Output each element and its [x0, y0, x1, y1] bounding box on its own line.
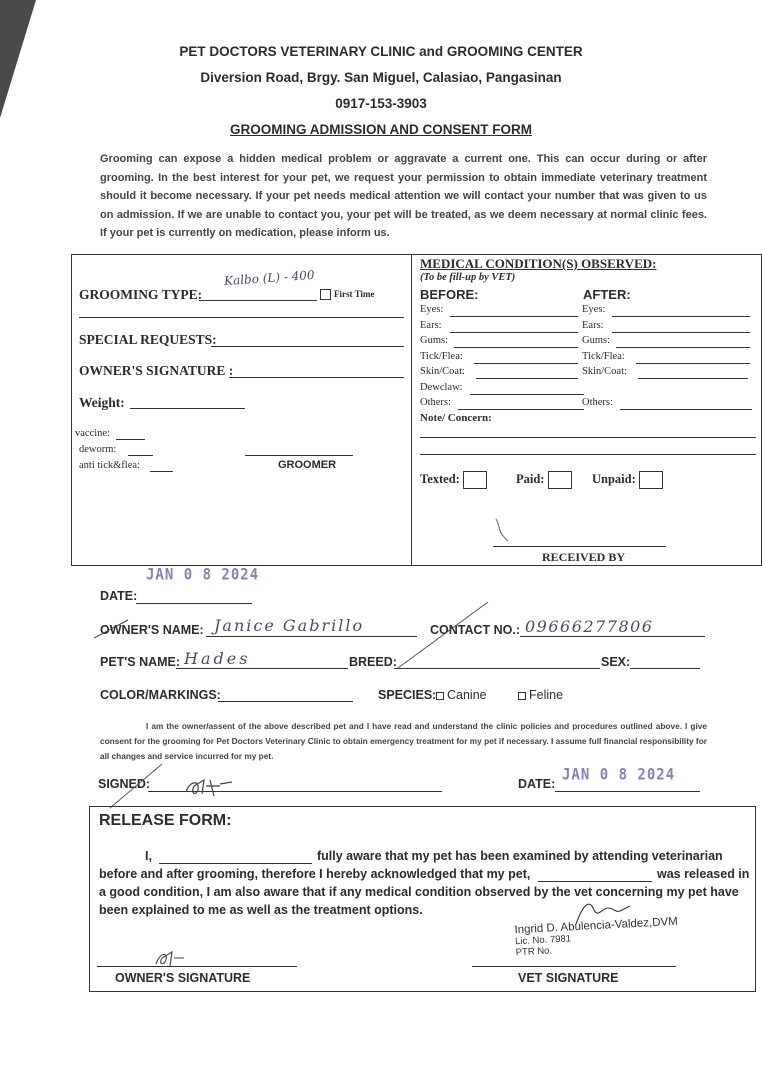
- anti-tick-line: [150, 471, 173, 472]
- signed-slash-mark: [106, 760, 164, 810]
- breed-strike-mark: [392, 598, 492, 670]
- special-requests-line: [211, 346, 404, 347]
- before-label: BEFORE:: [420, 287, 479, 302]
- after-field[interactable]: [582, 320, 627, 336]
- pet-name-label: PET'S NAME:: [100, 655, 181, 669]
- before-field-line: [450, 316, 578, 317]
- feline-option[interactable]: [518, 688, 563, 702]
- release-owner-sign-line: [97, 966, 297, 967]
- vaccine-line: [116, 439, 145, 440]
- contact-label: CONTACT NO.:: [430, 623, 521, 637]
- before-field[interactable]: [420, 366, 465, 382]
- species-label: SPECIES:: [378, 688, 437, 702]
- grooming-type-value: Kalbo (L) - 400: [223, 267, 315, 289]
- before-field-label: Skin/Coat:: [420, 366, 465, 377]
- before-field-line: [458, 409, 584, 410]
- after-label: AFTER:: [583, 287, 631, 302]
- vet-signature-mark: [572, 898, 634, 928]
- release-owner-signature-label: OWNER'S SIGNATURE: [115, 971, 251, 985]
- release-owner-line[interactable]: [159, 863, 312, 864]
- before-field-line: [450, 332, 578, 333]
- grooming-type-line-2: [79, 317, 404, 318]
- release-pet-line[interactable]: [538, 881, 652, 882]
- before-field-label: Others:: [420, 397, 451, 408]
- unpaid-box[interactable]: [639, 471, 663, 489]
- paid-field[interactable]: [516, 471, 572, 489]
- before-field-line: [474, 363, 578, 364]
- owner-signature-mark: [180, 774, 240, 800]
- vet-ptr-no: PTR No.: [515, 945, 553, 959]
- grooming-type-label: GROOMING TYPE:: [79, 287, 203, 302]
- grooming-type-line: [199, 300, 317, 301]
- note-label: Note/ Concern:: [420, 412, 492, 424]
- before-field-label: Ears:: [420, 319, 442, 331]
- after-field[interactable]: [582, 397, 627, 413]
- breed-label: BREED:: [349, 655, 397, 669]
- form-title: GROOMING ADMISSION AND CONSENT FORM: [230, 122, 532, 137]
- before-field[interactable]: [420, 397, 465, 413]
- after-field-label: Ears:: [582, 319, 604, 331]
- before-field-line: [454, 347, 578, 348]
- vaccine-label: vaccine:: [75, 428, 110, 439]
- color-label: COLOR/MARKINGS:: [100, 688, 221, 702]
- before-field[interactable]: [420, 335, 465, 351]
- before-field-label: Dewclaw:: [420, 381, 463, 393]
- first-time-box[interactable]: [320, 289, 331, 300]
- release-owner-signature-mark: [150, 946, 190, 972]
- before-field-line: [476, 378, 578, 379]
- signed-date-label: DATE:: [518, 777, 556, 791]
- before-field[interactable]: [420, 382, 465, 398]
- before-field[interactable]: [420, 351, 465, 367]
- canine-option[interactable]: [436, 688, 487, 702]
- weight-line: [130, 408, 245, 409]
- after-fields: [582, 304, 627, 413]
- clinic-phone: 0917-153-3903: [335, 96, 427, 111]
- release-title: RELEASE FORM:: [99, 812, 232, 829]
- groomer-label: GROOMER: [278, 459, 337, 471]
- vet-name: Ingrid D. Abulencia-Valdez,DVM: [514, 915, 679, 937]
- owner-name-line: [206, 636, 417, 637]
- groomer-line: [245, 455, 353, 456]
- owner-name-value: Janice Gabrillo: [214, 616, 365, 635]
- canine-checkbox[interactable]: [436, 692, 444, 700]
- vet-signature-label: VET SIGNATURE: [518, 971, 619, 985]
- after-field-line: [612, 316, 750, 317]
- medical-title: MEDICAL CONDITION(S) OBSERVED:: [420, 256, 657, 271]
- signed-date-line: [555, 791, 700, 792]
- signed-date-stamp: JAN 0 8 2024: [562, 765, 676, 785]
- clinic-name: PET DOCTORS VETERINARY CLINIC and GROOMING CENTER: [179, 44, 583, 59]
- after-field-line: [638, 378, 748, 379]
- box-divider: [411, 255, 412, 565]
- before-field-label: Eyes:: [420, 304, 444, 315]
- owner-signature-line: [229, 377, 404, 378]
- slash-mark: [92, 616, 132, 642]
- paid-label: Paid:: [516, 471, 545, 486]
- after-field-line: [620, 409, 752, 410]
- before-fields: [420, 304, 465, 413]
- release-text-1: fully aware that my pet has been examined by attending veterinarian: [317, 849, 723, 863]
- deworm-line: [128, 455, 153, 456]
- after-field[interactable]: [582, 366, 627, 382]
- contact-value: 09666277806: [525, 617, 654, 636]
- pet-name-value: Hades: [184, 649, 251, 668]
- received-by-label: RECEIVED BY: [542, 550, 626, 564]
- date-label: DATE:: [100, 589, 138, 603]
- before-field-line: [470, 394, 584, 395]
- release-text-3: was released in: [657, 867, 750, 881]
- unpaid-field[interactable]: [592, 471, 663, 489]
- sex-line: [630, 668, 700, 669]
- vet-lic-no: Lic. No. 7981: [514, 933, 572, 948]
- after-field[interactable]: [582, 382, 627, 398]
- received-by-line: [493, 546, 666, 547]
- intro-paragraph: Grooming can expose a hidden medical problem or aggravate a current one. This can occur during or after grooming. In the best interest for your pet, we request your permission to obtain immediate veterinary treatment should it become necessary. If your pet needs medical attention we will contact your number that was given to us on admission. If we are unable to contact you, your pet will be treated, as we deem necessary at normal clinic fees. If your pet is currently on medication, please inform us.: [100, 153, 707, 239]
- before-field[interactable]: [420, 320, 465, 336]
- received-by-mark: [492, 515, 516, 545]
- vet-sign-line: [472, 966, 676, 967]
- before-field-label: Tick/Flea:: [420, 350, 463, 362]
- date-stamp: JAN 0 8 2024: [146, 565, 260, 585]
- after-field-label: Gums:: [582, 335, 611, 346]
- texted-field[interactable]: [420, 471, 487, 489]
- note-line-2: [420, 454, 756, 455]
- before-field-label: Gums:: [420, 335, 449, 346]
- medical-subtitle: (To be fill-up by VET): [420, 272, 516, 283]
- feline-label: Feline: [529, 688, 564, 702]
- contact-line: [520, 636, 705, 637]
- after-field-label: Eyes:: [582, 304, 606, 315]
- note-line-1: [420, 437, 756, 438]
- deworm-label: deworm:: [79, 444, 117, 455]
- after-field[interactable]: [582, 335, 627, 351]
- first-time-label: First Time: [334, 289, 375, 299]
- consent-paragraph: I am the owner/assent of the above described pet and I have read and understand the clinic policies and procedures outlined above. I give consent for the grooming for Pet Doctors Veterinary Clinic to obtain emergency treatment for my pet if necessary. I assume full financial responsibility for all changes and service incurred for my pet.: [100, 721, 707, 761]
- unpaid-label: Unpaid:: [592, 471, 636, 486]
- release-line-4: been explained to me as well as the treatment options.: [99, 903, 423, 917]
- pet-name-line: [176, 668, 348, 669]
- weight-label: Weight:: [79, 395, 125, 410]
- owner-name-label: OWNER'S NAME:: [100, 623, 204, 637]
- signed-label: SIGNED:: [98, 777, 151, 791]
- release-text-2: before and after grooming, therefore I hereby acknowledged that my pet,: [99, 867, 531, 881]
- feline-checkbox[interactable]: [518, 692, 526, 700]
- sex-label: SEX:: [601, 655, 631, 669]
- after-field[interactable]: [582, 304, 627, 320]
- texted-label: Texted:: [420, 471, 460, 486]
- after-field-label: Tick/Flea:: [582, 350, 625, 362]
- after-field[interactable]: [582, 351, 627, 367]
- release-line-3: a good condition, I am also aware that if any medical condition observed by the vet concerning my pet have: [99, 885, 739, 899]
- owner-signature-label: OWNER'S SIGNATURE :: [79, 363, 234, 378]
- color-line: [218, 701, 353, 702]
- after-field-line: [612, 332, 750, 333]
- after-field-label: Skin/Coat:: [582, 366, 627, 377]
- anti-tick-label: anti tick&flea:: [79, 460, 140, 471]
- date-line: [136, 603, 252, 604]
- paid-box[interactable]: [548, 471, 572, 489]
- after-field-line: [636, 363, 750, 364]
- texted-box[interactable]: [463, 471, 487, 489]
- after-field-line: [616, 347, 750, 348]
- release-i-label: I,: [145, 849, 152, 863]
- after-field-label: Others:: [582, 397, 613, 408]
- canine-label: Canine: [447, 688, 487, 702]
- before-field[interactable]: [420, 304, 465, 320]
- special-requests-label: SPECIAL REQUESTS:: [79, 332, 217, 347]
- clinic-address: Diversion Road, Brgy. San Miguel, Calasiao, Pangasinan: [200, 70, 562, 85]
- first-time-checkbox[interactable]: [320, 289, 374, 300]
